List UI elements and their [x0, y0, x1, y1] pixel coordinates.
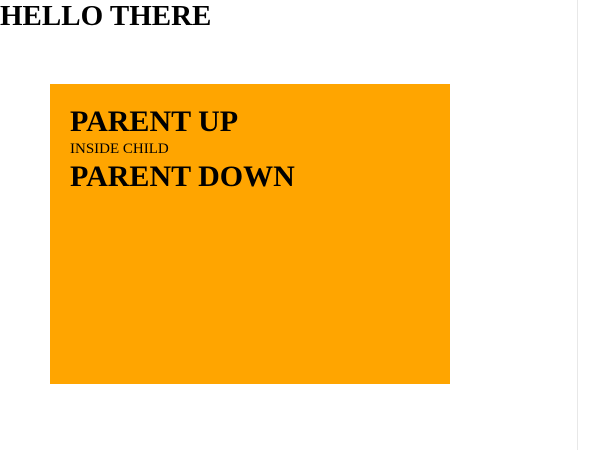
- parent-down-text: PARENT DOWN: [70, 160, 295, 193]
- inside-child-text: INSIDE CHILD: [70, 141, 169, 157]
- page-heading: HELLO THERE: [0, 0, 212, 32]
- vertical-scrollbar[interactable]: [577, 0, 605, 450]
- parent-container: [50, 84, 450, 384]
- parent-up-text: PARENT UP: [70, 105, 239, 138]
